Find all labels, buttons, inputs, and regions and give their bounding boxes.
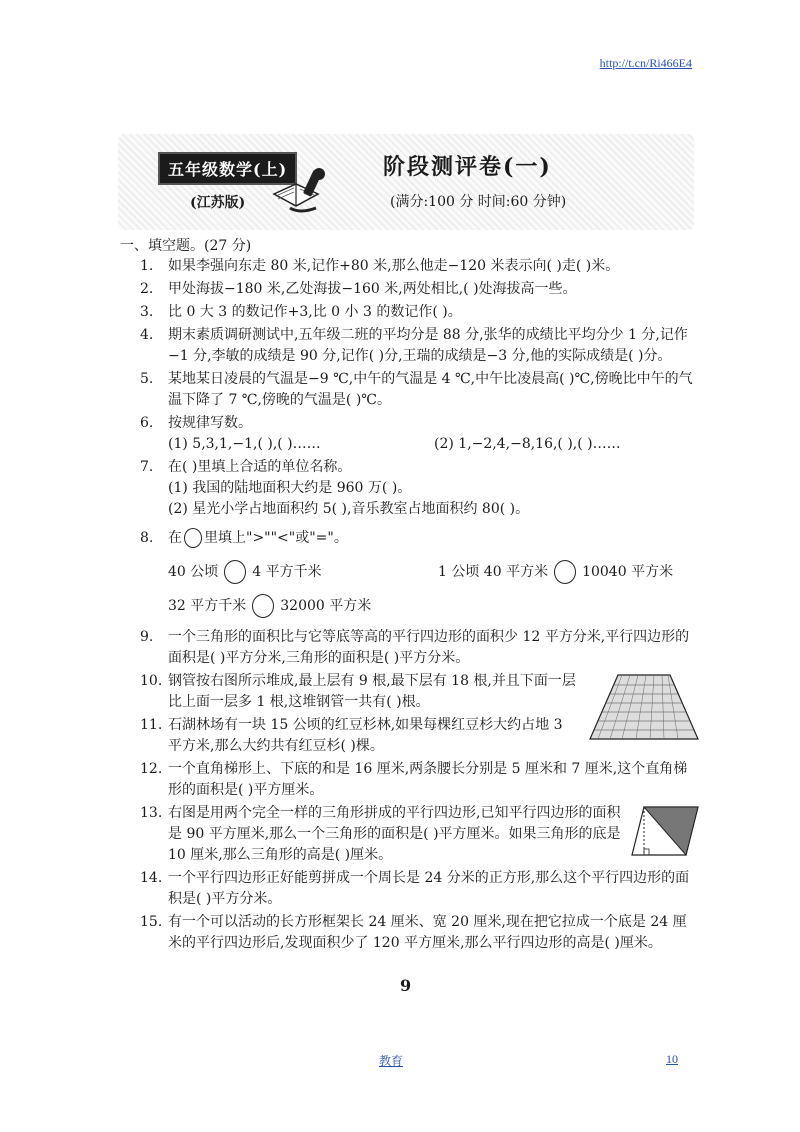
sub-question-1: (1) 5,3,1,−1,( ),( )……	[168, 436, 321, 452]
question-text: 期末素质调研测试中,五年级二班的平均分是 88 分,张华的成绩比平均分少 1 分,记作−1 分,李敏的成绩是 90 分,记作( )分,王瑞的成绩是−3 分,他的实际成绩是( )分。	[168, 327, 688, 364]
question-text: 钢管按右图所示堆成,最上层有 9 根,最下层有 18 根,并且下面一层比上面一层多 1 根,这堆钢管一共有( )根。	[168, 673, 576, 710]
question-number: 8.	[140, 530, 154, 546]
question-text: 某地某日凌晨的气温是−9 ℃,中午的气温是 4 ℃,中午比凌晨高( )℃,傍晚比中午的气温下降了 7 ℃,傍晚的气温是( )℃。	[168, 371, 693, 408]
question-2	[140, 279, 700, 300]
question-number: 9.	[140, 629, 154, 645]
question-number: 15.	[140, 914, 163, 930]
question-10	[140, 671, 700, 713]
question-number: 10.	[140, 673, 163, 689]
comparison-grid	[168, 555, 700, 623]
question-number: 6.	[140, 415, 154, 431]
question-number: 3.	[140, 304, 154, 320]
comparison-item	[168, 560, 418, 584]
question-number: 2.	[140, 281, 154, 297]
answer-circle[interactable]	[554, 560, 576, 584]
question-12	[140, 759, 700, 801]
source-url-link[interactable]: http://t.cn/Ri466E4	[599, 56, 692, 70]
right-value: 32000 平方米	[280, 597, 372, 614]
right-value: 4 平方千米	[252, 563, 322, 580]
question-text: 右图是用两个完全一样的三角形拼成的平行四边形,已知平行四边形的面积是 90 平方厘米,那么一个三角形的面积是( )平方厘米。如果三角形的底是 10 厘米,那么三角形的高是( )厘米。	[168, 805, 621, 863]
sub-questions	[168, 434, 700, 455]
question-text: 一个直角梯形上、下底的和是 16 厘米,两条腰长分别是 5 厘米和 7 厘米,这个直角梯形的面积是( )平方厘米。	[168, 761, 688, 798]
question-6	[140, 413, 700, 455]
question-number: 13.	[140, 805, 163, 821]
exam-title: 阶段测评卷(一)	[383, 154, 552, 180]
question-number: 14.	[140, 870, 163, 886]
footer-link[interactable]: 教育	[379, 1054, 404, 1068]
question-7	[140, 457, 700, 520]
exam-header	[118, 134, 694, 230]
left-value: 40 公顷	[168, 563, 219, 580]
footer-page-link[interactable]: 10	[666, 1052, 678, 1066]
comparison-item	[168, 594, 418, 618]
edition-label: (江苏版)	[190, 195, 246, 211]
book-pen-icon	[270, 164, 332, 216]
question-text-b: 里填上">""<"或"="。	[204, 530, 348, 546]
question-15	[140, 912, 700, 954]
question-text: 一个三角形的面积比与它等底等高的平行四边形的面积少 12 平方分米,平行四边形的面积是( )平方分米,三角形的面积是( )平方分米。	[168, 629, 690, 666]
question-text: 甲处海拔−180 米,乙处海拔−160 米,两处相比,( )处海拔高一些。	[168, 281, 577, 297]
question-4	[140, 325, 700, 367]
question-text: 按规律写数。	[168, 415, 252, 431]
question-14	[140, 868, 700, 910]
question-5	[140, 369, 700, 411]
question-11	[140, 715, 700, 757]
question-number: 12.	[140, 761, 163, 777]
right-value: 10040 平方米	[582, 563, 674, 580]
left-value: 1 公顷 40 平方米	[438, 563, 549, 580]
question-number: 7.	[140, 459, 154, 475]
question-text: 比 0 大 3 的数记作+3,比 0 小 3 的数记作( )。	[168, 304, 462, 320]
page-number: 9	[400, 976, 412, 995]
question-text: 一个平行四边形正好能剪拼成一个周长是 24 分米的正方形,那么这个平行四边形的面积是( )平方分米。	[168, 870, 690, 907]
question-text: 在( )里填上合适的单位名称。	[168, 459, 352, 475]
sub-question-2: (2) 星光小学占地面积约 5( ),音乐教室占地面积约 80( )。	[168, 501, 530, 517]
question-text: 石湖林场有一块 15 公顷的红豆杉林,如果每棵红豆杉大约占地 3 平方米,那么大约共有红豆杉( )棵。	[168, 717, 563, 754]
grade-badge: 五年级数学(上)	[158, 152, 297, 185]
question-list	[140, 256, 700, 956]
question-number: 4.	[140, 327, 154, 343]
question-number: 1.	[140, 258, 154, 274]
question-text: 有一个可以活动的长方形框架长 24 厘米、宽 20 厘米,现在把它拉成一个底是 24 厘米的平行四边形后,发现面积少了 120 平方厘米,那么平行四边形的高是( )厘米。	[168, 914, 687, 951]
question-9	[140, 627, 700, 669]
question-text-a: 在	[168, 530, 182, 546]
question-number: 5.	[140, 371, 154, 387]
circle-icon	[184, 528, 202, 548]
question-13	[140, 803, 700, 866]
section-title: 一、填空题。(27 分)	[120, 238, 252, 254]
question-3	[140, 302, 700, 323]
answer-circle[interactable]	[224, 560, 246, 584]
question-8	[140, 528, 700, 623]
parallelogram-figure	[630, 805, 700, 857]
exam-info: (满分:100 分 时间:60 分钟)	[390, 194, 567, 210]
comparison-row	[168, 589, 700, 623]
comparison-item	[438, 560, 688, 584]
sub-question-2: (2) 1,−2,4,−8,16,( ),( )……	[434, 436, 621, 452]
comparison-row	[168, 555, 700, 589]
question-text: 如果李强向东走 80 米,记作+80 米,那么他走−120 米表示向( )走( )米。	[168, 258, 620, 274]
question-1	[140, 256, 700, 277]
left-value: 32 平方千米	[168, 597, 247, 614]
sub-question-1: (1) 我国的陆地面积大约是 960 万( )。	[168, 480, 412, 496]
answer-circle[interactable]	[252, 594, 274, 618]
question-number: 11.	[140, 717, 163, 733]
